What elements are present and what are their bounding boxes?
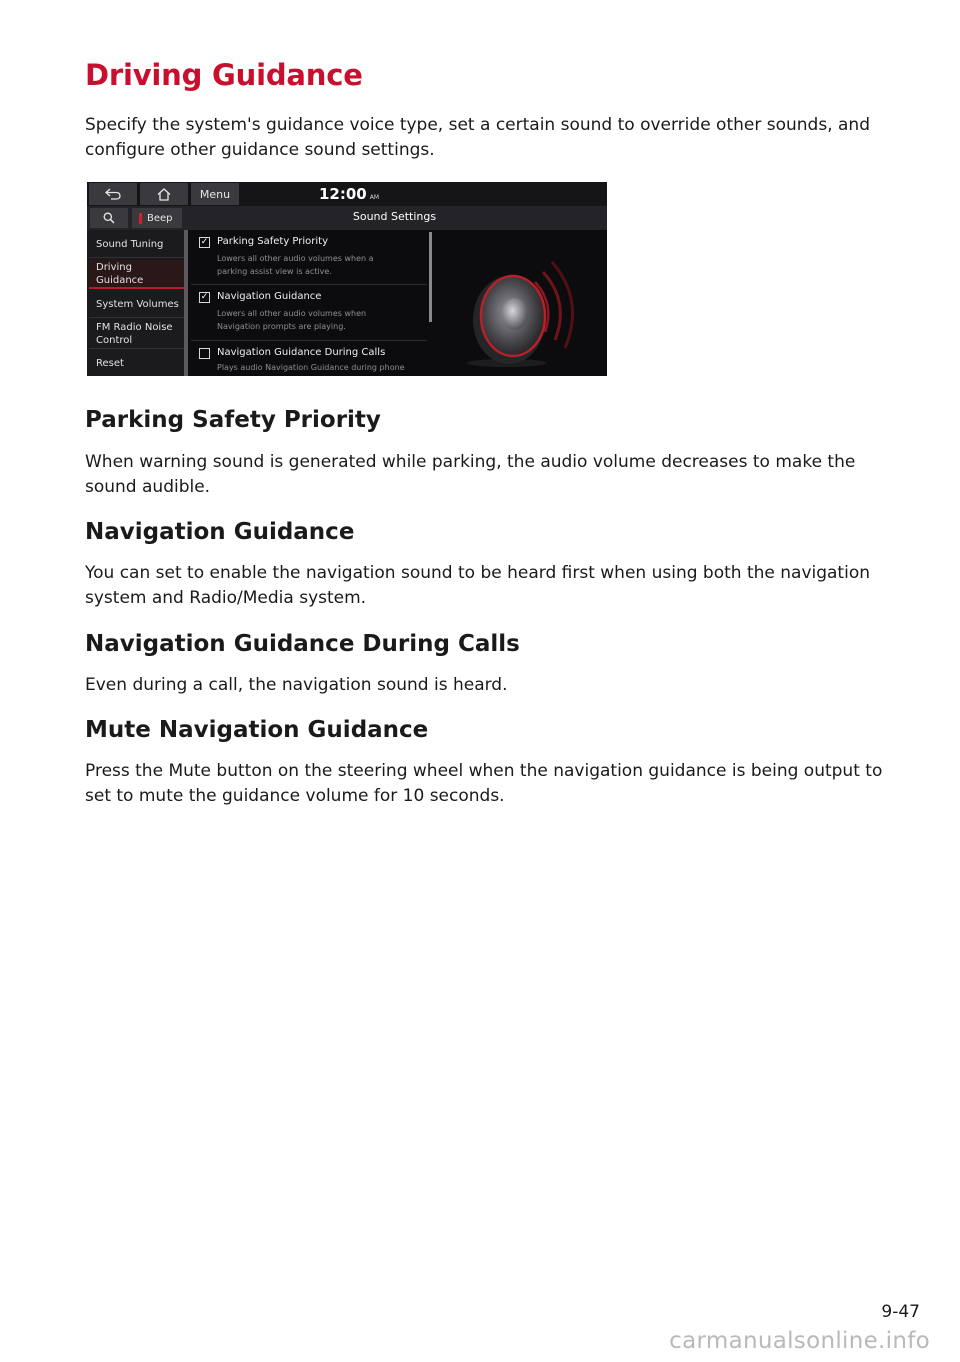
option-navigation-guidance-during-calls[interactable]	[191, 341, 427, 376]
menu-button[interactable]: Menu	[191, 183, 239, 205]
section-heading-mute-navigation-guidance: Mute Navigation Guidance	[85, 717, 429, 743]
sidebar-item-fm-radio-noise-control[interactable]	[89, 319, 184, 349]
page-title: Driving Guidance	[85, 58, 363, 92]
search-button[interactable]	[90, 208, 128, 228]
page-number: 9-47	[881, 1302, 920, 1322]
section-heading-navigation-guidance-during-calls: Navigation Guidance During Calls	[85, 631, 520, 657]
option-navigation-guidance[interactable]	[191, 285, 427, 341]
checkbox-unchecked[interactable]	[199, 348, 210, 359]
sidebar-scrollbar[interactable]	[184, 230, 188, 376]
section-text-mute-navigation-guidance: Press the Mute button on the steering wheel when the navigation guidance is being output to set to mute the guidance volume for 10 seconds.	[85, 761, 883, 806]
section-text-parking-safety-priority: When warning sound is generated while parking, the audio volume decreases to make the sound audible.	[85, 452, 856, 497]
sidebar-item-driving-guidance[interactable]	[89, 260, 184, 289]
clock-time: 12:00	[319, 185, 367, 203]
option-description: Lowers all other audio volumes when a parking assist view is active.	[217, 254, 374, 276]
search-icon	[103, 212, 115, 224]
speaker-icon	[457, 240, 597, 370]
beep-button[interactable]	[132, 208, 182, 228]
home-icon	[157, 188, 171, 201]
intro-paragraph: Specify the system's guidance voice type, set a certain sound to override other sounds, and configure other guidance sound settings.	[85, 115, 870, 160]
watermark: carmanualsonline.info	[669, 1328, 930, 1354]
settings-sidebar	[87, 230, 187, 376]
option-title: Parking Safety Priority	[217, 236, 329, 247]
section-text-navigation-guidance: You can set to enable the navigation sound to be heard first when using both the navigation system and Radio/Media system.	[85, 563, 870, 608]
back-icon	[105, 188, 121, 200]
beep-label: Beep	[147, 212, 173, 224]
section-heading-navigation-guidance: Navigation Guidance	[85, 519, 355, 545]
checkbox-checked[interactable]: ✓	[200, 237, 209, 247]
section-heading-parking-safety-priority: Parking Safety Priority	[85, 407, 381, 433]
sidebar-item-reset[interactable]: Reset	[96, 357, 124, 369]
home-button[interactable]	[140, 183, 188, 205]
sub-bar	[87, 206, 607, 230]
checkbox-checked[interactable]: ✓	[200, 292, 209, 302]
back-button[interactable]	[89, 183, 137, 205]
sound-settings-screen	[87, 182, 607, 376]
sidebar-item-system-volumes[interactable]: System Volumes	[89, 291, 184, 318]
screen-title: Sound Settings	[352, 210, 437, 223]
option-description: Plays audio Navigation Guidance during phone	[217, 363, 405, 372]
sidebar-item-label: Driving Guidance	[96, 261, 144, 286]
sidebar-item-label: FM Radio Noise Control	[96, 321, 173, 346]
top-bar	[87, 182, 607, 206]
beep-indicator	[139, 213, 142, 224]
clock	[319, 185, 379, 203]
options-scrollbar[interactable]	[429, 232, 432, 322]
options-list	[191, 230, 427, 376]
section-text-navigation-guidance-during-calls: Even during a call, the navigation sound is heard.	[85, 675, 508, 695]
option-title: Navigation Guidance During Calls	[217, 347, 386, 358]
option-parking-safety-priority[interactable]	[191, 230, 427, 285]
clock-ampm: AM	[369, 194, 380, 201]
option-title: Navigation Guidance	[217, 291, 322, 302]
sidebar-item-sound-tuning[interactable]: Sound Tuning	[89, 232, 184, 258]
option-description: Lowers all other audio volumes when Navigation prompts are playing.	[217, 309, 367, 331]
